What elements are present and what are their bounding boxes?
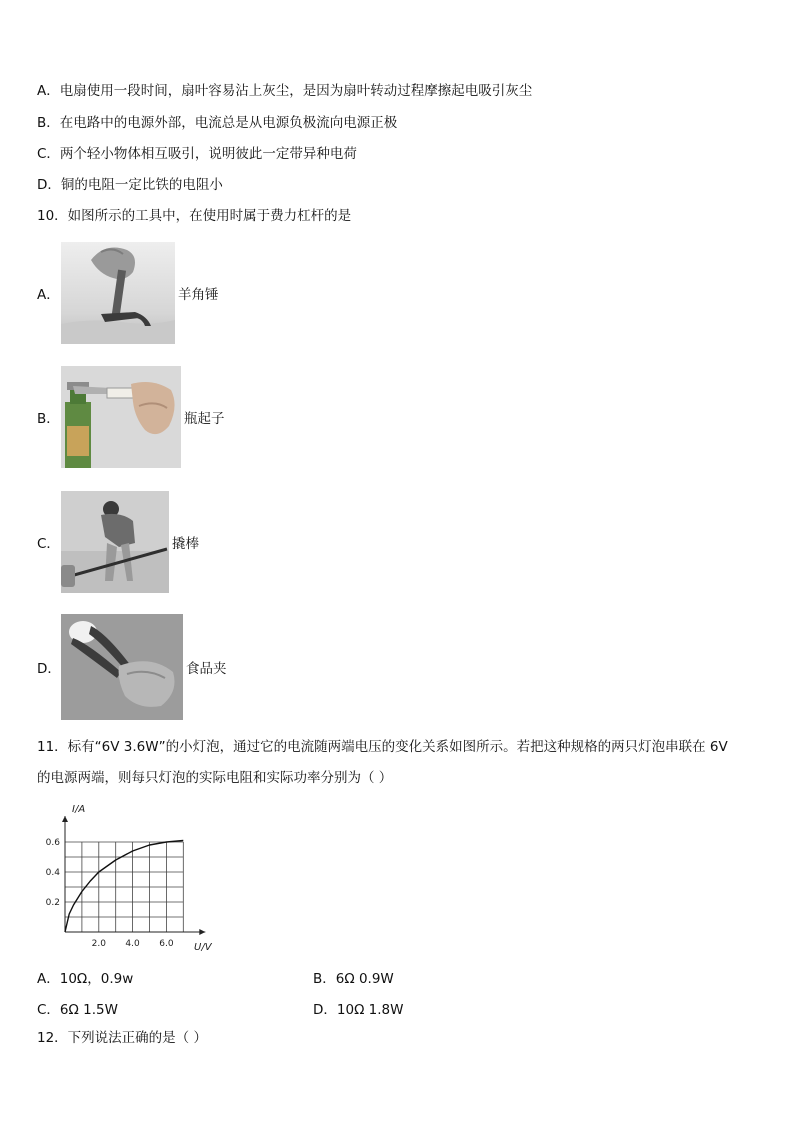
q10-caption-b: 瓶起子: [184, 411, 225, 427]
q12-stem: 12．下列说法正确的是（ ）: [37, 1030, 207, 1046]
x-tick-label: 6.0: [159, 939, 174, 949]
x-axis-label: U/V: [194, 942, 212, 953]
q9-option-c: C．两个轻小物体相互吸引，说明彼此一定带异种电荷: [37, 146, 357, 162]
q11-answer-b[interactable]: B．6Ω 0.9W: [313, 971, 394, 987]
q10-caption-d: 食品夹: [186, 661, 227, 677]
current-voltage-chart: [36, 800, 226, 955]
q10-option-a[interactable]: [37, 242, 219, 344]
x-tick-label: 2.0: [91, 939, 106, 949]
y-axis-label: I/A: [72, 804, 86, 815]
option-letter: B．: [37, 411, 60, 427]
q10-caption-a: 羊角锤: [178, 287, 219, 303]
food-tongs-photo: [61, 614, 183, 720]
q10-option-b[interactable]: [37, 366, 225, 468]
q11-answer-a[interactable]: A．10Ω，0.9w: [37, 971, 134, 987]
claw-hammer-photo: [61, 242, 175, 344]
q10-stem: 10．如图所示的工具中，在使用时属于费力杠杆的是: [37, 208, 352, 224]
q9-option-a: A．电扇使用一段时间，扇叶容易沾上灰尘，是因为扇叶转动过程摩擦起电吸引灰尘: [37, 83, 533, 99]
q10-caption-c: 撬棒: [172, 536, 199, 552]
q11-answer-c[interactable]: C．6Ω 1.5W: [37, 1002, 118, 1018]
chart-series: [65, 841, 183, 933]
option-letter: C．: [37, 536, 60, 552]
q11-stem-line2: 的电源两端，则每只灯泡的实际电阻和实际功率分别为（ ）: [37, 770, 393, 786]
q11-stem-line1: 11．标有“6V 3.6W”的小灯泡，通过它的电流随两端电压的变化关系如图所示。若把这种规格的两只灯泡串联在 6V: [37, 739, 728, 755]
option-letter: D．: [37, 661, 61, 677]
option-letter: A．: [37, 287, 60, 303]
y-tick-label: 0.6: [45, 838, 60, 848]
q9-option-b: B．在电路中的电源外部，电流总是从电源负极流向电源正极: [37, 115, 398, 131]
bottle-opener-photo: [61, 366, 181, 468]
i-u-curve: [65, 841, 183, 933]
y-axis-arrow: [62, 816, 68, 822]
q10-option-d[interactable]: [37, 614, 227, 720]
y-tick-label: 0.2: [45, 898, 60, 908]
q10-option-c[interactable]: [37, 491, 199, 593]
x-tick-label: 4.0: [125, 939, 140, 949]
q11-answer-d[interactable]: D．10Ω 1.8W: [313, 1002, 404, 1018]
y-tick-label: 0.4: [45, 868, 60, 878]
q9-option-d: D．铜的电阻一定比铁的电阻小: [37, 177, 223, 193]
x-axis-arrow: [199, 929, 205, 935]
crowbar-photo: [61, 491, 169, 593]
